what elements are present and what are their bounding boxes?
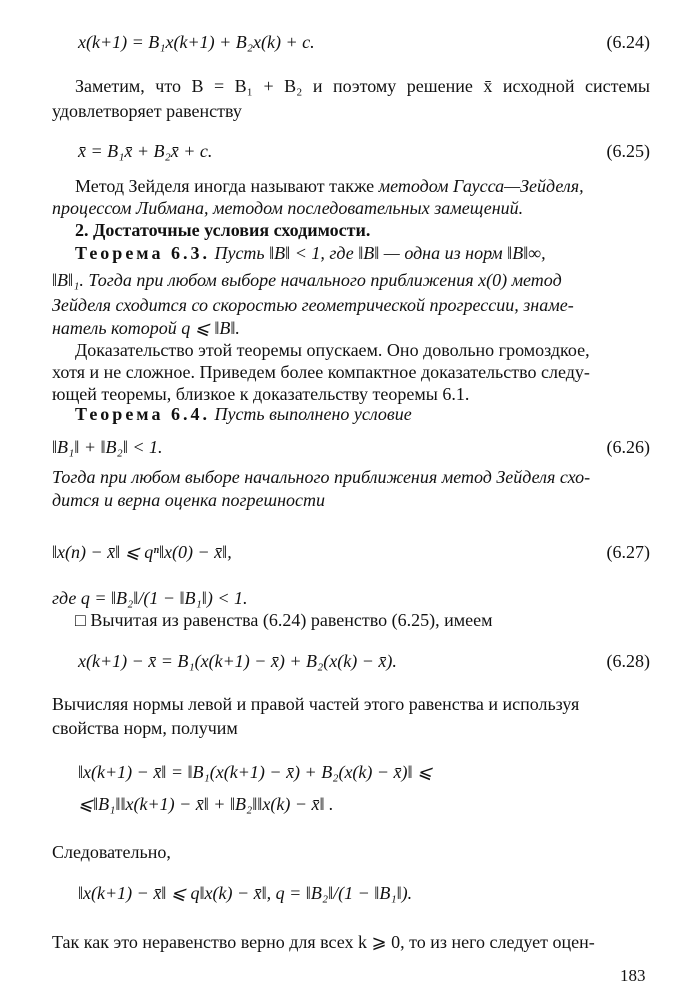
theorem-label: Теорема 6.3. [75,243,210,263]
equation-6-25 [78,141,212,162]
paragraph-line: где q = ‖B₂‖/(1 − ‖B₁‖) < 1. [52,588,248,608]
paragraph-line: Доказательство этой теоремы опускаем. Оно довольно громоздкое, [75,340,590,360]
text-run: Метод Зейделя иногда называют также [75,176,375,196]
paragraph-line: ющей теоремы, близкое к доказательству теоремы 6.1. [52,384,470,404]
italic-run: Пусть ‖B‖ < 1, где ‖B‖ — одна из норм ‖B‖∞, [214,243,546,263]
paragraph-line: хотя и не сложное. Приведем более компактное доказательство следу- [52,362,590,382]
page-number: 183 [620,966,646,985]
inequality-line: ⩽‖B₁‖‖x(k+1) − x̄‖ + ‖B₂‖‖x(k) − x̄‖ . [78,794,334,814]
theorem-line: Зейделя сходится со скоростью геометрической прогрессии, знаме- [52,295,574,315]
paragraph-line: Следовательно, [52,842,171,862]
paragraph-line: Так как это неравенство верно для всех k ⩾ 0, то из него следует оцен- [52,932,595,952]
equation-number: (6.27) [606,542,650,562]
section-heading: 2. Достаточные условия сходимости. [75,220,371,240]
equation-6-27 [52,542,232,563]
equation-text: x(k+1) − x̄ = B₁(x(k+1) − x̄) + B₂(x(k) − x̄). [78,651,397,671]
paragraph-line [75,176,584,197]
theorem-line: натель которой q ⩽ ‖B‖. [52,318,240,338]
theorem-line: дится и верна оценка погрешности [52,490,326,510]
italic-run: Пусть выполнено условие [214,404,412,424]
equation-6-24 [78,32,315,53]
equation-text: x(k+1) = B₁x(k+1) + B₂x(k) + c. [78,32,315,52]
equation-text: ‖B₁‖ + ‖B₂‖ < 1. [52,437,163,457]
paragraph-line: □ Вычитая из равенства (6.24) равенство (6.25), имеем [75,610,493,630]
theorem-line: Тогда при любом выборе начального приближения метод Зейделя схо- [52,467,591,487]
paragraph-line: свойства норм, получим [52,718,238,738]
paragraph-line: удовлетворяет равенству [52,101,242,121]
paragraph-line: Вычисляя нормы левой и правой частей этого равенства и используя [52,694,580,714]
inequality-line: ‖x(k+1) − x̄‖ ⩽ q‖x(k) − x̄‖, q = ‖B₂‖/(1 − ‖B₁‖). [78,883,413,903]
equation-6-26 [52,437,163,458]
equation-number: (6.26) [606,437,650,457]
equation-number: (6.24) [606,32,650,52]
theorem-line: ‖B‖₁. Тогда при любом выборе начального приближения x(0) метод [52,270,562,290]
equation-text: ‖x(n) − x̄‖ ⩽ qⁿ‖x(0) − x̄‖, [52,542,232,562]
paragraph-line: Заметим, что B = B₁ + B₂ и поэтому решение x̄ исходной системы [75,76,650,96]
paragraph-line: процессом Либмана, методом последовательных замещений. [52,198,524,218]
theorem-label: Теорема 6.4. [75,404,210,424]
theorem-6-3-line [75,243,546,264]
equation-number: (6.25) [606,141,650,161]
equation-number: (6.28) [606,651,650,671]
italic-run: методом Гаусса—Зейделя, [378,176,584,196]
equation-text: x̄ = B₁x̄ + B₂x̄ + c. [78,141,213,161]
equation-6-28 [78,651,397,672]
theorem-6-4-line [75,404,412,425]
inequality-line: ‖x(k+1) − x̄‖ = ‖B₁(x(k+1) − x̄) + B₂(x(k) − x̄)‖ ⩽ [78,762,433,782]
